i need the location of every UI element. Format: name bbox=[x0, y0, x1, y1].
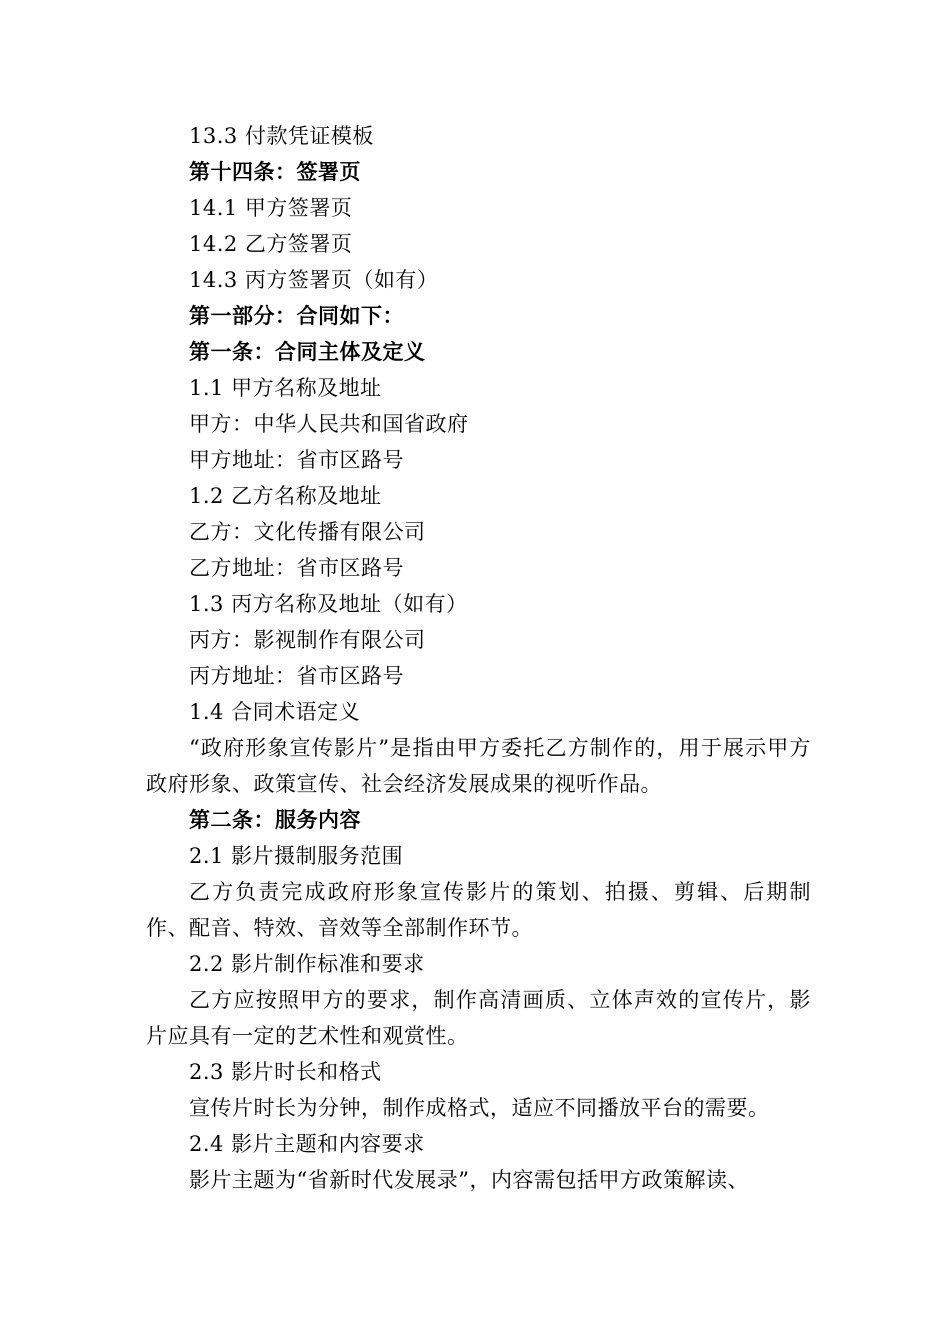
section-2-1: 2.1 影片摄制服务范围 bbox=[189, 844, 404, 868]
definition-paragraph: “政府形象宣传影片”是指由甲方委托乙方制作的，用于展示甲方政府形象、政策宣传、社会经济发展成果的视听作品。 bbox=[146, 736, 811, 796]
party-b-address: 乙方地址：省市区路号 bbox=[189, 556, 404, 580]
section-1-4: 1.4 合同术语定义 bbox=[189, 700, 361, 724]
heading-article-14: 第十四条：签署页 bbox=[189, 160, 361, 184]
section-2-4: 2.4 影片主题和内容要求 bbox=[189, 1132, 425, 1156]
list-item-13-3: 13.3 付款凭证模板 bbox=[189, 124, 374, 148]
standards-paragraph: 乙方应按照甲方的要求，制作高清画质、立体声效的宣传片，影片应具有一定的艺术性和观赏性。 bbox=[146, 988, 811, 1048]
list-item-14-3: 14.3 丙方签署页（如有） bbox=[189, 268, 439, 292]
list-item-14-2: 14.2 乙方签署页 bbox=[189, 232, 353, 256]
duration-paragraph: 宣传片时长为分钟，制作成格式，适应不同播放平台的需要。 bbox=[189, 1096, 770, 1120]
party-a-address: 甲方地址：省市区路号 bbox=[189, 448, 404, 472]
section-1-1: 1.1 甲方名称及地址 bbox=[189, 376, 382, 400]
heading-article-2: 第二条：服务内容 bbox=[189, 808, 361, 832]
section-1-2: 1.2 乙方名称及地址 bbox=[189, 484, 382, 508]
section-1-3: 1.3 丙方名称及地址（如有） bbox=[189, 592, 468, 616]
theme-paragraph: 影片主题为“省新时代发展录”，内容需包括甲方政策解读、 bbox=[189, 1168, 749, 1192]
heading-part-1: 第一部分：合同如下： bbox=[189, 304, 404, 328]
party-b-name: 乙方：文化传播有限公司 bbox=[189, 520, 426, 544]
section-2-2: 2.2 影片制作标准和要求 bbox=[189, 952, 425, 976]
list-item-14-1: 14.1 甲方签署页 bbox=[189, 196, 353, 220]
party-c-name: 丙方：影视制作有限公司 bbox=[189, 628, 426, 652]
section-2-3: 2.3 影片时长和格式 bbox=[189, 1060, 382, 1084]
heading-article-1: 第一条：合同主体及定义 bbox=[189, 340, 426, 364]
scope-paragraph: 乙方负责完成政府形象宣传影片的策划、拍摄、剪辑、后期制作、配音、特效、音效等全部制作环节。 bbox=[146, 880, 811, 940]
party-a-name: 甲方：中华人民共和国省政府 bbox=[189, 412, 469, 436]
party-c-address: 丙方地址：省市区路号 bbox=[189, 664, 404, 688]
document-page bbox=[146, 118, 811, 1198]
